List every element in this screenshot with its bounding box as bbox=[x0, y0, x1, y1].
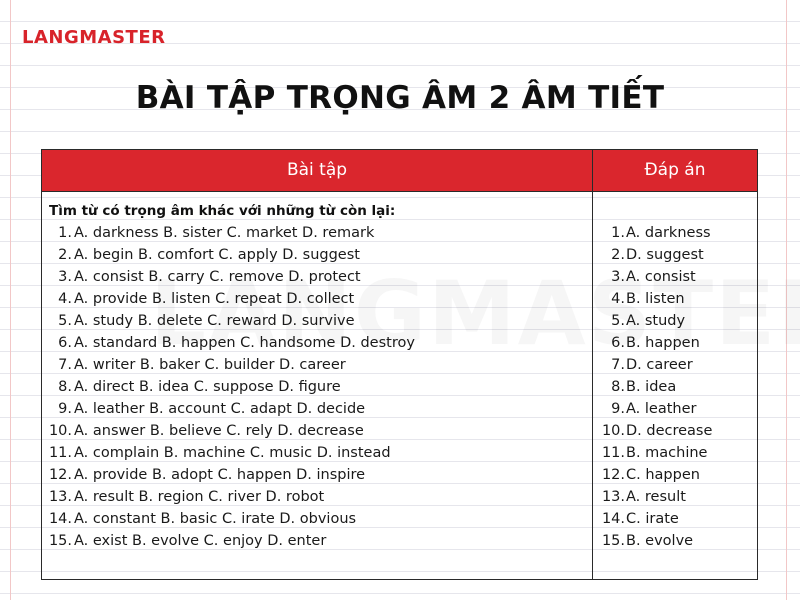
answer-number: 9. bbox=[611, 401, 625, 417]
answer-row bbox=[593, 464, 757, 486]
answer-number: 14. bbox=[601, 511, 625, 527]
question-row bbox=[42, 244, 592, 266]
answer-number: 10. bbox=[601, 423, 625, 439]
table-header bbox=[42, 150, 757, 192]
answer-text: B. idea bbox=[626, 379, 677, 395]
question-text: A. study B. delete C. reward D. survive bbox=[74, 313, 355, 329]
answer-row bbox=[593, 508, 757, 530]
answer-text: A. darkness bbox=[626, 225, 711, 241]
answer-text: A. consist bbox=[626, 269, 696, 285]
question-row bbox=[42, 442, 592, 464]
answer-row bbox=[593, 398, 757, 420]
question-number: 2. bbox=[58, 247, 72, 263]
question-number: 11. bbox=[48, 445, 72, 461]
answer-text: B. evolve bbox=[626, 533, 694, 549]
answer-row bbox=[593, 244, 757, 266]
answer-row bbox=[593, 288, 757, 310]
question-number: 12. bbox=[48, 467, 72, 483]
answer-number: 15. bbox=[601, 533, 625, 549]
answer-text: C. happen bbox=[626, 467, 700, 483]
question-number: 6. bbox=[58, 335, 72, 351]
question-row bbox=[42, 420, 592, 442]
answer-text: A. study bbox=[626, 313, 686, 329]
question-number: 4. bbox=[58, 291, 72, 307]
answer-row bbox=[593, 486, 757, 508]
question-row bbox=[42, 354, 592, 376]
answer-text: C. irate bbox=[626, 511, 679, 527]
answer-row bbox=[593, 376, 757, 398]
answer-number: 2. bbox=[611, 247, 625, 263]
header-answers: Đáp án bbox=[644, 160, 706, 180]
answer-text: A. result bbox=[626, 489, 686, 505]
answer-number: 4. bbox=[611, 291, 625, 307]
header-exercises: Bài tập bbox=[286, 160, 348, 180]
answer-number: 11. bbox=[601, 445, 625, 461]
answer-text: D. decrease bbox=[626, 423, 713, 439]
question-text: A. direct B. idea C. suppose D. figure bbox=[74, 379, 341, 395]
answer-text: D. career bbox=[626, 357, 693, 373]
question-text: A. answer B. believe C. rely D. decrease bbox=[74, 423, 364, 439]
answer-text: B. machine bbox=[626, 445, 708, 461]
answer-text: D. suggest bbox=[626, 247, 704, 263]
question-row bbox=[42, 508, 592, 530]
question-row bbox=[42, 310, 592, 332]
question-row bbox=[42, 530, 592, 552]
question-text: A. result B. region C. river D. robot bbox=[74, 489, 325, 505]
answer-number: 8. bbox=[611, 379, 625, 395]
page-title: BÀI TẬP TRỌNG ÂM 2 ÂM TIẾT bbox=[135, 80, 665, 116]
answer-number: 13. bbox=[601, 489, 625, 505]
answer-row bbox=[593, 530, 757, 552]
question-row bbox=[42, 222, 592, 244]
question-row bbox=[42, 266, 592, 288]
question-row bbox=[42, 332, 592, 354]
question-row bbox=[42, 376, 592, 398]
question-number: 9. bbox=[58, 401, 72, 417]
question-number: 10. bbox=[48, 423, 72, 439]
question-number: 14. bbox=[48, 511, 72, 527]
question-row bbox=[42, 486, 592, 508]
question-number: 1. bbox=[58, 225, 72, 241]
question-text: A. complain B. machine C. music D. instead bbox=[74, 445, 391, 461]
answer-list bbox=[593, 222, 757, 552]
langmaster-logo: LANGMASTER bbox=[22, 27, 166, 48]
question-text: A. writer B. baker C. builder D. career bbox=[74, 357, 346, 373]
question-list bbox=[42, 222, 592, 552]
question-text: A. provide B. adopt C. happen D. inspire bbox=[74, 467, 366, 483]
question-number: 15. bbox=[48, 533, 72, 549]
instruction-text: Tìm từ có trọng âm khác với những từ còn lại: bbox=[49, 203, 396, 219]
question-text: A. constant B. basic C. irate D. obvious bbox=[74, 511, 357, 527]
question-text: A. exist B. evolve C. enjoy D. enter bbox=[74, 533, 327, 549]
answer-number: 3. bbox=[611, 269, 625, 285]
answer-number: 12. bbox=[601, 467, 625, 483]
question-text: A. standard B. happen C. handsome D. destroy bbox=[74, 335, 415, 351]
answer-row bbox=[593, 332, 757, 354]
question-text: A. begin B. comfort C. apply D. suggest bbox=[74, 247, 360, 263]
question-number: 5. bbox=[58, 313, 72, 329]
question-number: 3. bbox=[58, 269, 72, 285]
question-text: A. darkness B. sister C. market D. remark bbox=[74, 225, 375, 241]
answer-text: A. leather bbox=[626, 401, 697, 417]
question-row bbox=[42, 398, 592, 420]
answer-text: B. happen bbox=[626, 335, 700, 351]
answer-row bbox=[593, 442, 757, 464]
question-number: 8. bbox=[58, 379, 72, 395]
question-row bbox=[42, 288, 592, 310]
answer-row bbox=[593, 420, 757, 442]
exercise-table bbox=[41, 149, 758, 580]
answer-number: 1. bbox=[611, 225, 625, 241]
answer-row bbox=[593, 310, 757, 332]
answer-number: 5. bbox=[611, 313, 625, 329]
answer-text: B. listen bbox=[626, 291, 685, 307]
question-number: 7. bbox=[58, 357, 72, 373]
answer-row bbox=[593, 266, 757, 288]
answer-row bbox=[593, 354, 757, 376]
question-text: A. provide B. listen C. repeat D. collect bbox=[74, 291, 355, 307]
question-row bbox=[42, 464, 592, 486]
answer-row bbox=[593, 222, 757, 244]
question-number: 13. bbox=[48, 489, 72, 505]
answer-number: 6. bbox=[611, 335, 625, 351]
question-text: A. leather B. account C. adapt D. decide bbox=[74, 401, 366, 417]
answer-number: 7. bbox=[611, 357, 625, 373]
question-text: A. consist B. carry C. remove D. protect bbox=[74, 269, 361, 285]
